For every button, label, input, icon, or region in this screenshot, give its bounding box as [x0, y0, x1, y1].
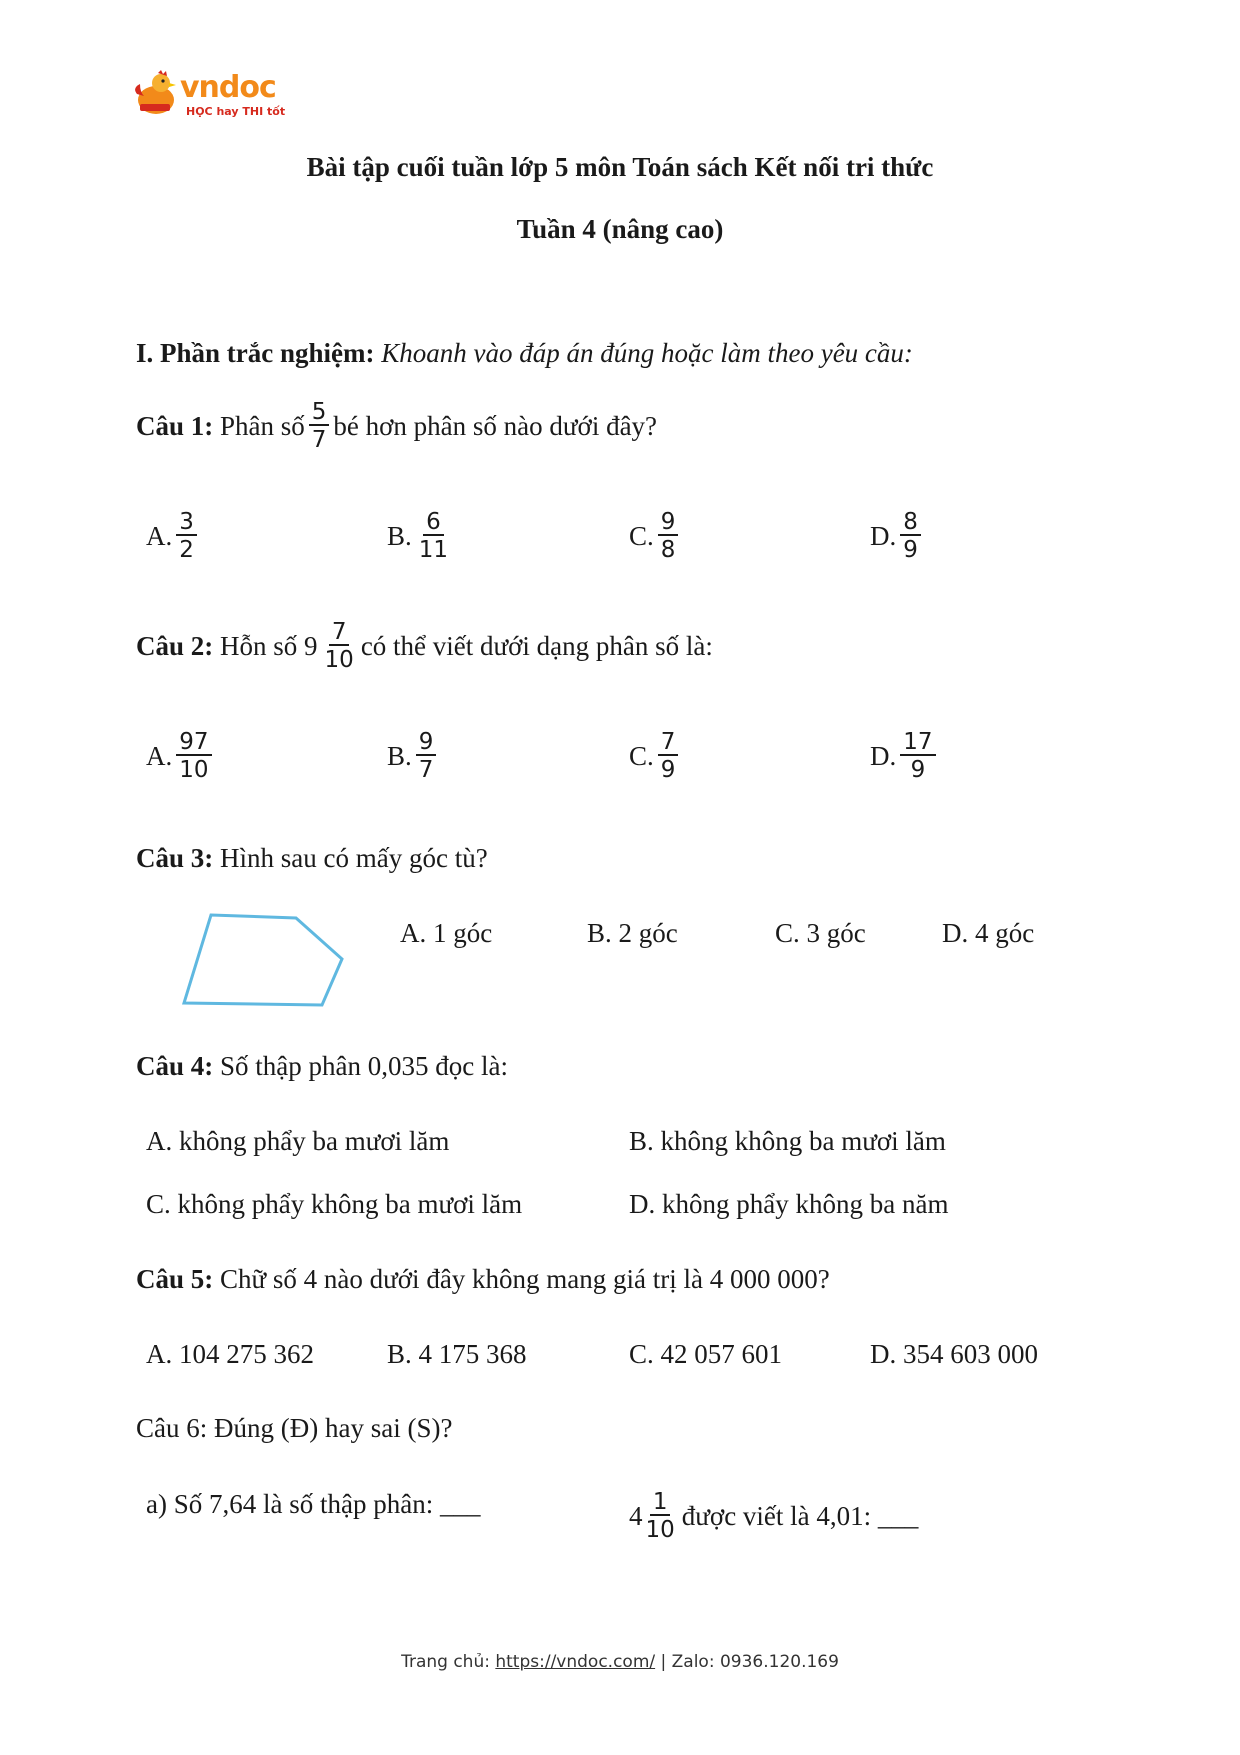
- q6-statement-b[interactable]: [629, 1490, 918, 1542]
- q4-text: Số thập phân 0,035 đọc là:: [220, 1051, 508, 1081]
- q6-b-post: được viết là 4,01: ___: [681, 1500, 919, 1531]
- section-label: I. Phần trắc nghiệm:: [136, 338, 375, 368]
- q4-option-d[interactable]: D. không phẩy không ba năm: [629, 1189, 949, 1219]
- question-5: [136, 1266, 830, 1293]
- q5-option-b[interactable]: B. 4 175 368: [387, 1339, 527, 1369]
- q3-option-a[interactable]: A. 1 góc: [400, 918, 493, 948]
- q1-option-d[interactable]: D. $\frac{8}{9}$: [870, 510, 925, 562]
- q3-option-d[interactable]: D. 4 góc: [942, 918, 1035, 948]
- q5-option-a[interactable]: A. 104 275 362: [146, 1339, 314, 1369]
- q2-option-b[interactable]: B. $\frac{9}{7}$: [387, 730, 440, 782]
- q1-option-c[interactable]: C. $\frac{9}{8}$: [629, 510, 682, 562]
- q2-fraction: $\frac{7}{10}$: [324, 619, 354, 674]
- q3-text: Hình sau có mấy góc tù?: [220, 843, 488, 873]
- q5-option-c[interactable]: C. 42 057 601: [629, 1339, 783, 1369]
- footer-suffix: | Zalo: 0936.120.169: [660, 1652, 839, 1672]
- q2-option-c[interactable]: C. $\frac{7}{9}$: [629, 730, 682, 782]
- q2-label: Câu 2:: [136, 630, 214, 661]
- logo-wordmark: vndoc: [180, 70, 276, 105]
- logo: [134, 68, 294, 124]
- page-subtitle: Tuần 4 (nâng cao): [516, 214, 724, 244]
- q3-label: Câu 3:: [136, 843, 214, 873]
- q4-option-c[interactable]: C. không phẩy không ba mươi lăm: [146, 1189, 523, 1219]
- q6-b-whole: 4: [629, 1500, 643, 1531]
- q6-statement-a[interactable]: a) Số 7,64 là số thập phân: ___: [146, 1489, 481, 1519]
- q2-pre: Hỗn số 9: [220, 630, 318, 661]
- q3-option-b[interactable]: B. 2 góc: [587, 918, 678, 948]
- section-heading: [136, 340, 913, 367]
- q6-b-fraction: $\frac{1}{10}$: [645, 1489, 675, 1544]
- question-6: Câu 6: Đúng (Đ) hay sai (S)?: [136, 1413, 453, 1443]
- logo-tagline: [186, 105, 285, 118]
- footer-prefix: Trang chủ:: [401, 1652, 490, 1672]
- pentagon-figure: [175, 905, 350, 1010]
- q5-label: Câu 5:: [136, 1264, 214, 1294]
- question-1: [136, 400, 657, 452]
- q2-post: có thể viết dưới dạng phân số là:: [360, 630, 713, 661]
- q5-text: Chữ số 4 nào dưới đây không mang giá trị là 4 000 000?: [220, 1264, 830, 1294]
- rooster-icon: [134, 70, 180, 118]
- q4-label: Câu 4:: [136, 1051, 214, 1081]
- footer-homepage-link[interactable]: https://vndoc.com/: [495, 1652, 656, 1672]
- q1-pre: Phân số: [220, 410, 305, 441]
- question-4: [136, 1053, 508, 1080]
- q3-option-c[interactable]: C. 3 góc: [775, 918, 866, 948]
- q4-option-a[interactable]: A. không phẩy ba mươi lăm: [146, 1126, 450, 1156]
- q4-option-b[interactable]: B. không không ba mươi lăm: [629, 1126, 946, 1156]
- q1-label: Câu 1:: [136, 410, 214, 441]
- q1-option-b[interactable]: B. $\frac{6}{11}$: [387, 509, 449, 564]
- page-footer: [0, 1652, 1240, 1672]
- q5-option-d[interactable]: D. 354 603 000: [870, 1339, 1038, 1369]
- logo-tag-b: THI tốt: [242, 105, 286, 118]
- q2-option-d[interactable]: D. $\frac{17}{9}$: [870, 730, 940, 782]
- logo-tag-a: HỌC hay: [186, 105, 239, 118]
- q1-fraction: $\frac{5}{7}$: [309, 400, 330, 452]
- q1-post: bé hơn phân số nào dưới đây?: [333, 410, 658, 441]
- q1-option-a[interactable]: A. $\frac{3}{2}$: [146, 510, 201, 562]
- question-2: [136, 620, 713, 672]
- question-3: [136, 845, 488, 872]
- page-title: Bài tập cuối tuần lớp 5 môn Toán sách Kết nối tri thức: [306, 152, 934, 182]
- section-instruction: Khoanh vào đáp án đúng hoặc làm theo yêu cầu:: [381, 338, 913, 368]
- q2-option-a[interactable]: A. $\frac{97}{10}$: [146, 730, 216, 782]
